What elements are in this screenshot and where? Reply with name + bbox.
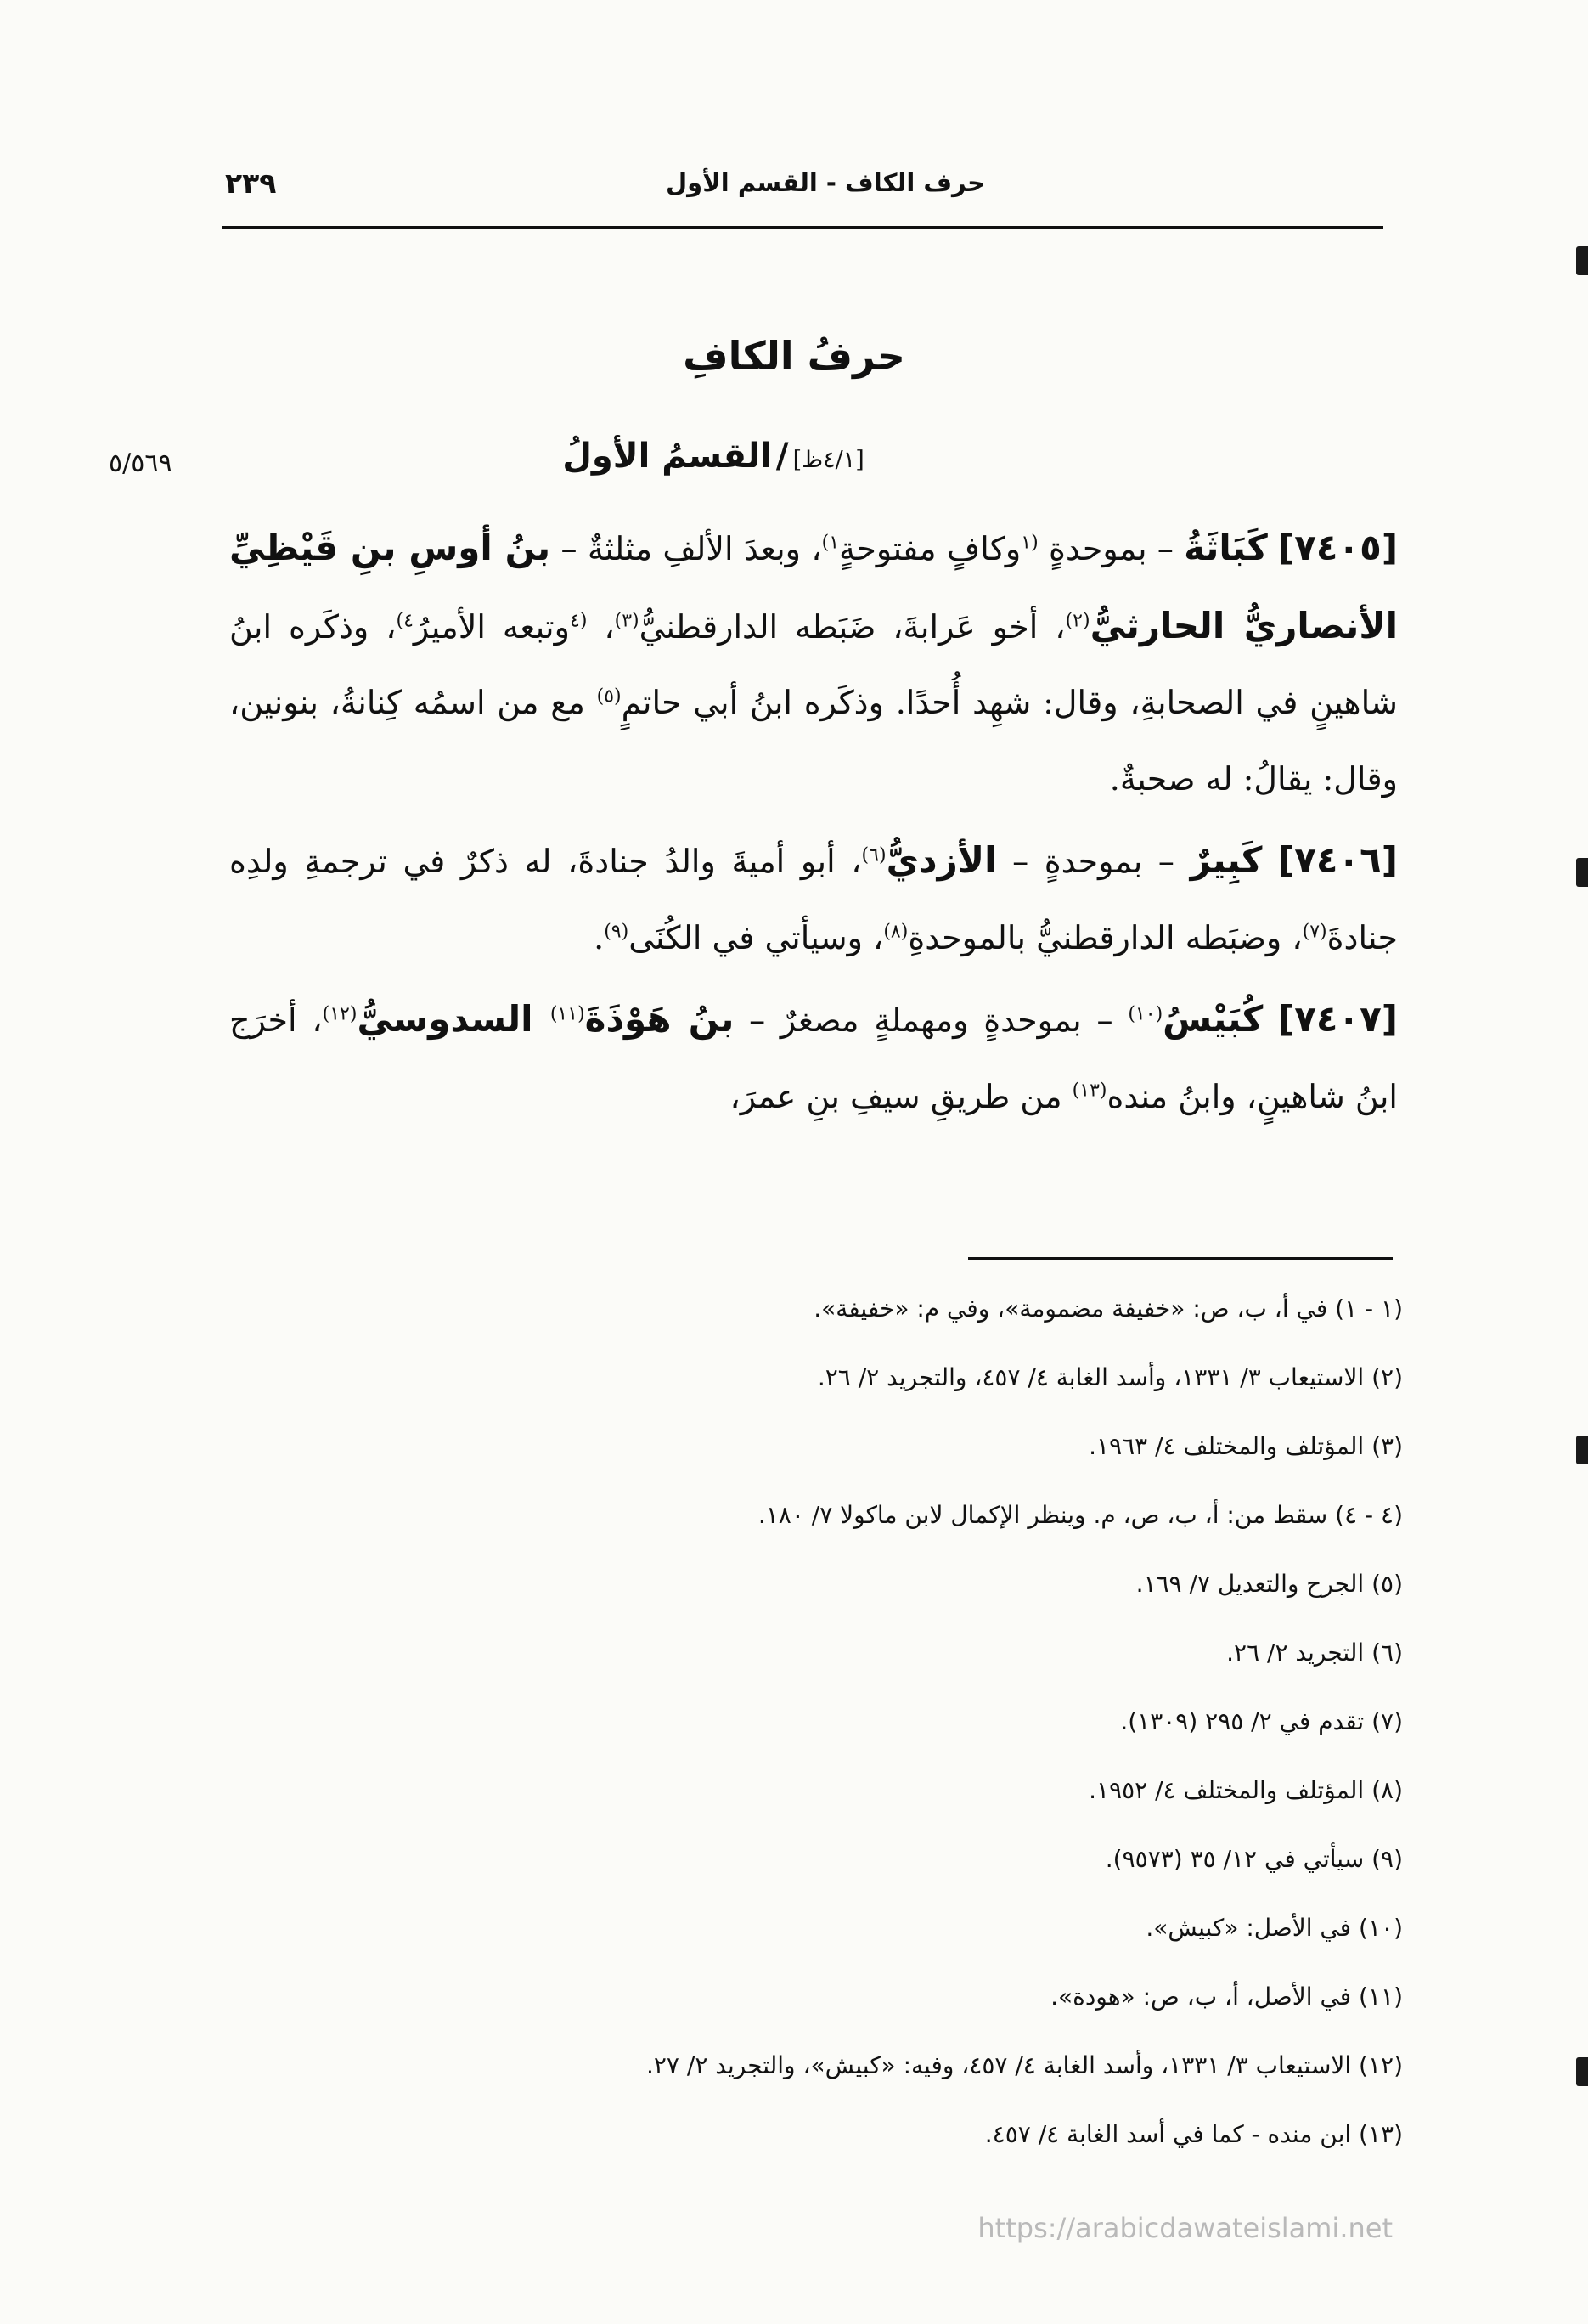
footnote-marker: (١ (1021, 532, 1039, 554)
entry-text: مع من اسمُه كِنانةُ، بنونين، وقال: يقالُ: له صحبةٌ. (229, 684, 1398, 798)
footnote-marker: (١٢) (322, 1003, 358, 1025)
entry-name: كُبَيْسُ (1163, 998, 1264, 1040)
footnote-marker: (٣) (614, 609, 639, 631)
section-slash: / (775, 437, 789, 476)
footnote-marker: (٨) (883, 920, 909, 942)
entry-7405 (229, 510, 1398, 817)
footnote-marker: (٥) (596, 685, 622, 708)
entry-text: – بموحدةٍ ومهملةٍ مصغرٌ – (734, 1001, 1129, 1039)
entry-text: ، أخرَج ابنُ شاهينٍ، وابنُ منده (229, 1001, 1398, 1115)
website-watermark: https://arabicdawateislami.net (977, 2212, 1393, 2244)
footnote-marker: (٦) (861, 844, 887, 866)
footnote: (٤ - ٤) سقط من: أ، ب، ص، م. وينظر الإكمال لابن ماكولا ٧/ ١٨٠. (757, 1501, 1403, 1529)
footnotes (255, 1291, 1403, 2186)
entry-text: وتبعه الأميرُ (413, 607, 570, 646)
footnote-marker: (٩) (604, 920, 629, 942)
running-title: حرف الكاف - القسم الأول (666, 168, 985, 197)
entry-text: ، وضبَطه الدارقطنيُّ بالموحدةِ (908, 918, 1303, 956)
footnote-marker: ٤) (396, 609, 414, 631)
entry-text: ، (587, 607, 615, 646)
header-rule (222, 226, 1383, 229)
entry-number: [٧٤٠٦] (1278, 839, 1398, 881)
entry-text: ، أبو أميةَ والدُ جنادةَ، له ذكرٌ في ترجمةِ ولدِه جنادةَ (229, 843, 1398, 956)
footnote: (١٣) ابن منده - كما في أسد الغابة ٤/ ٤٥٧. (984, 2120, 1403, 2148)
footnote: (١ - ١) في أ، ب، ص: «خفيفة مضمومة»، وفي م: «خفيفة». (814, 1295, 1403, 1323)
scan-edge-mark (1576, 858, 1588, 887)
footnote: (١٠) في الأصل: «كبيش». (1146, 1914, 1403, 1942)
footnote: (٥) الجرح والتعديل ٧/ ١٦٩. (1135, 1570, 1403, 1598)
footnote: (٣) المؤتلف والمختلف ٤/ ١٩٦٣. (1089, 1432, 1403, 1460)
scan-edge-mark (1576, 2057, 1588, 2086)
footnote: (٧) تقدم في ٢/ ٢٩٥ (١٣٠٩). (1120, 1707, 1403, 1735)
entry-text: – بموحدةٍ – (996, 843, 1191, 880)
entry-number: [٧٤٠٧] (1278, 998, 1398, 1040)
entry-nisba: السدوسيُّ (357, 998, 550, 1040)
entry-text: من طريقِ سيفِ بنِ عمرَ، (729, 1077, 1073, 1115)
scan-edge-mark (1576, 1436, 1588, 1464)
margin-volume-ref: ٥/٥٦٩ (109, 448, 172, 478)
entry-lineage: بنُ هَوْذَةَ (584, 998, 735, 1040)
footnote-marker: (٧) (1302, 920, 1327, 942)
footnote-marker: (١٠) (1128, 1003, 1163, 1025)
footnote-marker: ١) (821, 532, 840, 554)
entry-name: كَبَاثَةُ (1184, 527, 1268, 568)
manuscript-folio-ref: [٤/١ظ] (792, 447, 864, 473)
footnote: (٦) التجريد ٢/ ٢٦. (1226, 1639, 1403, 1667)
footnote: (١١) في الأصل، أ، ب، ص: «هودة». (1050, 1983, 1403, 2011)
footnote-marker: (٤ (569, 609, 588, 631)
footnote-marker: (١٣) (1072, 1079, 1107, 1101)
entry-nisba: الأزديُّ (886, 839, 997, 881)
entry-7407 (229, 981, 1398, 1135)
section-heading (476, 437, 951, 476)
entry-text: ، أخو عَرابةَ، ضَبَطه الدارقطنيُّ (639, 607, 1066, 646)
entry-text: ، وذكَره ابنُ شاهينٍ في الصحابةِ، وقال: شهِد أُحدًا. وذكَره ابنُ أبي حاتمٍ (229, 607, 1398, 721)
entry-text: . (594, 918, 605, 956)
entry-name: كَبِيرٌ (1190, 839, 1263, 881)
footnote: (٩) سيأتي في ١٢/ ٣٥ (٩٥٧٣). (1105, 1845, 1403, 1873)
footnote: (٢) الاستيعاب ٣/ ١٣٣١، وأسد الغابة ٤/ ٤٥٧، والتجريد ٢/ ٢٦. (817, 1363, 1403, 1391)
page-number: ٢٣٩ (225, 166, 277, 200)
footnote: (١٢) الاستيعاب ٣/ ١٣٣١، وأسد الغابة ٤/ ٤٥٧، وفيه: «كبيش»، والتجريد ٢/ ٢٧. (645, 2051, 1403, 2079)
footnote-separator (968, 1257, 1393, 1260)
entry-text: – بموحدةٍ (1038, 530, 1185, 567)
entry-text: ، وسيأتي في الكُنَى (628, 918, 884, 956)
entry-text: وكافٍ مفتوحةٍ (839, 530, 1022, 567)
entry-text: ، وبعدَ الألفِ مثلثةٌ – (550, 530, 822, 567)
footnote-marker: (١١) (549, 1003, 585, 1025)
footnote: (٨) المؤتلف والمختلف ٤/ ١٩٥٢. (1089, 1776, 1403, 1804)
section-title: القسمُ الأولُ (562, 437, 772, 476)
chapter-title: حرفُ الكافِ (683, 333, 905, 379)
scan-edge-mark (1576, 246, 1588, 275)
footnote-marker: (٢) (1065, 609, 1090, 631)
entry-number: [٧٤٠٥] (1278, 527, 1399, 568)
entry-lineage: بنُ أوسِ بنِ قَيْظِيِّ الأنصاريُّ الحارثيُّ (229, 527, 1398, 646)
main-text (229, 510, 1398, 1140)
entry-7406 (229, 822, 1398, 976)
